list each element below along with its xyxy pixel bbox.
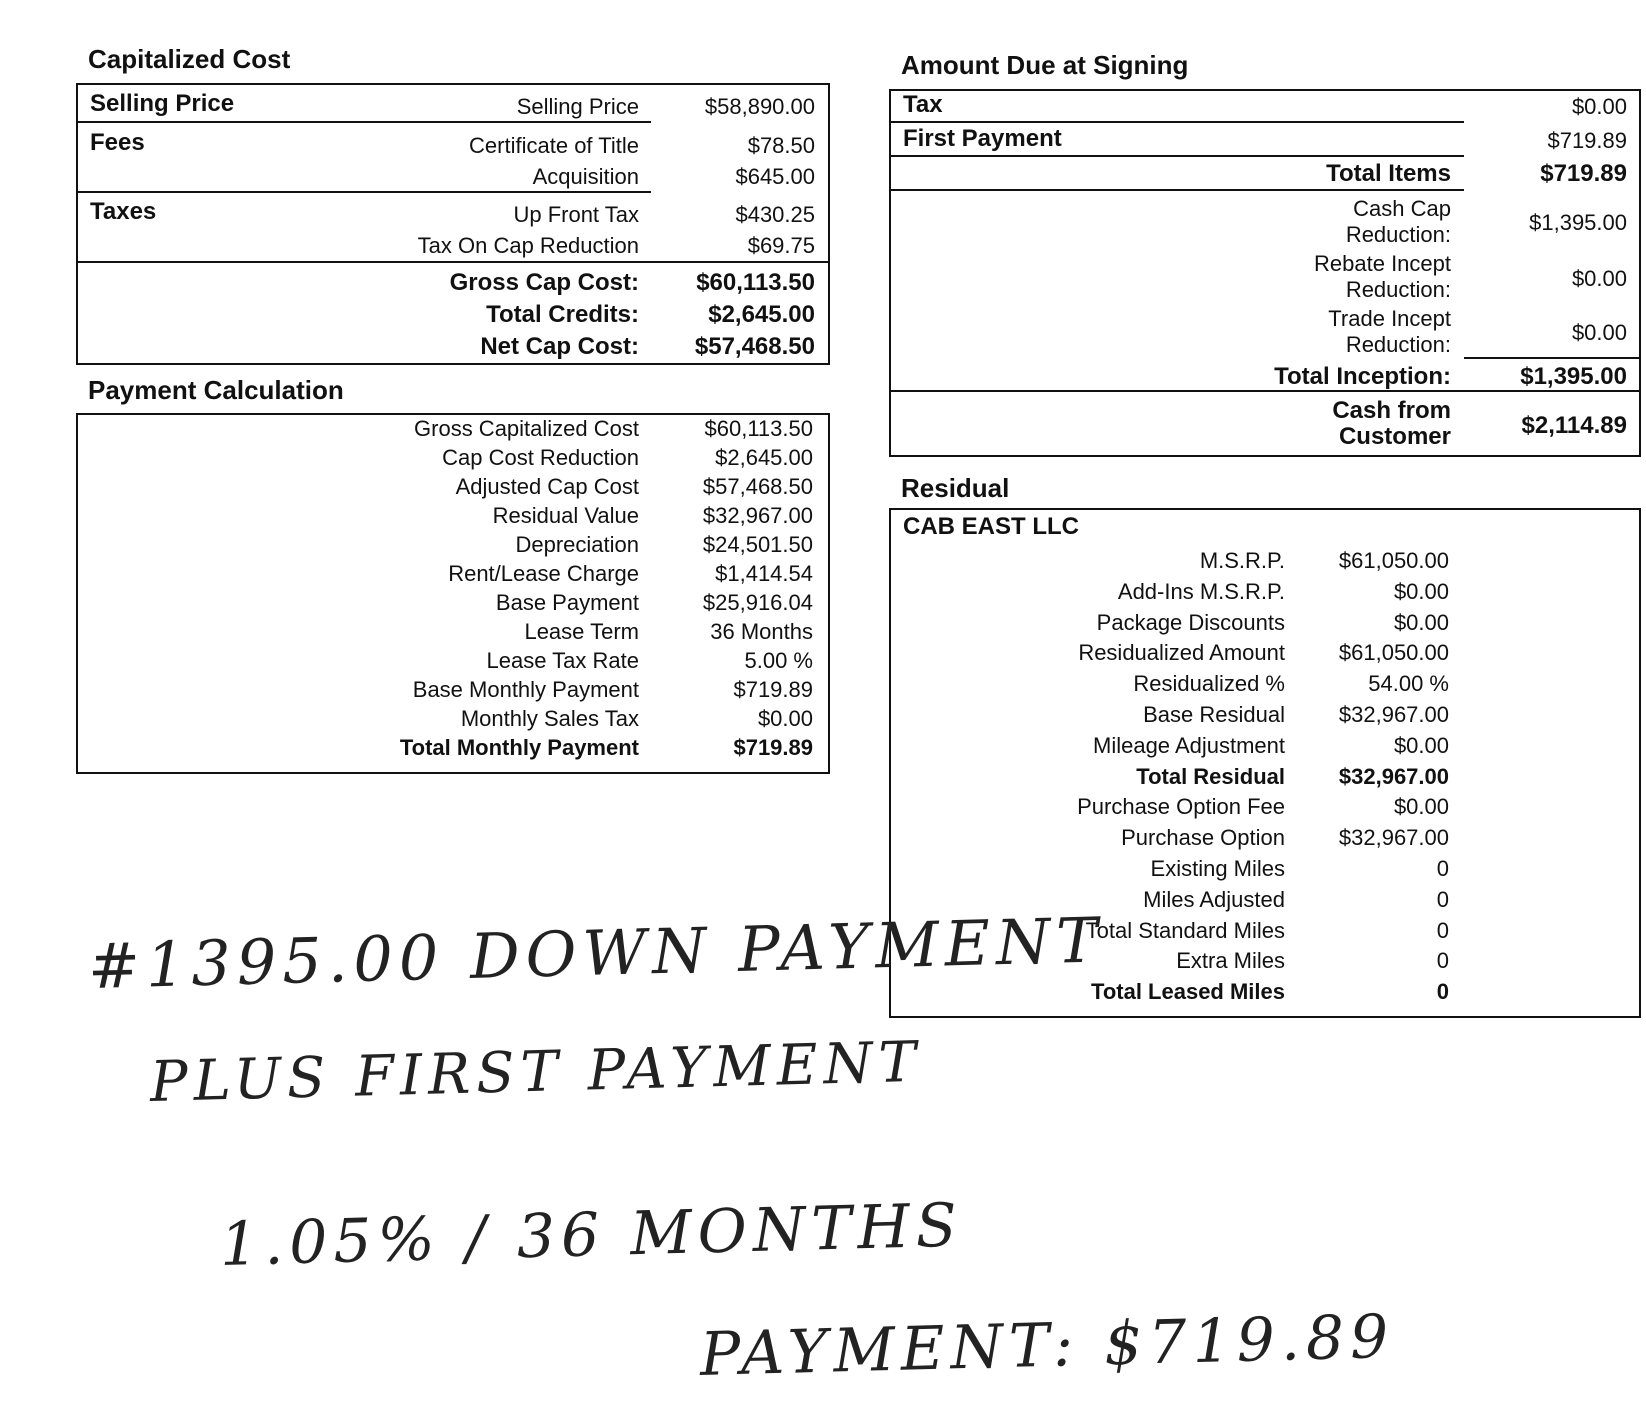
trade-incept-reduction-value: $0.00	[1571, 320, 1627, 345]
residual-row-label: Residualized Amount	[1078, 640, 1285, 666]
residual-row-label: Total Residual	[1136, 763, 1285, 789]
payment-row-value: 36 Months	[710, 619, 813, 644]
fees-section-label: Fees	[90, 129, 145, 156]
tax-label: Tax	[903, 91, 943, 118]
payment-row-label: Depreciation	[515, 532, 639, 557]
payment-row-value: $32,967.00	[702, 503, 813, 528]
first-payment-label: First Payment	[903, 125, 1062, 152]
payment-row-label: Rent/Lease Charge	[448, 561, 639, 586]
certificate-of-title-value: $78.50	[747, 133, 815, 158]
payment-row-value: $60,113.50	[704, 416, 813, 441]
residual-row-label: Purchase Option	[1121, 825, 1285, 851]
divider	[76, 121, 651, 123]
residual-row-label: Total Leased Miles	[1091, 979, 1285, 1005]
payment-row-value: 5.00 %	[744, 648, 813, 673]
residual-row-label: Total Standard Miles	[1085, 917, 1285, 943]
handwritten-note-payment: PAYMENT: $719.89	[699, 1301, 1396, 1390]
rebate-incept-reduction-label: Rebate Incept Reduction:	[1314, 251, 1451, 302]
cash-cap-reduction-value: $1,395.00	[1529, 210, 1627, 235]
residual-row-label: Residualized %	[1133, 671, 1285, 697]
selling-price-section-label: Selling Price	[90, 90, 235, 117]
capitalized-cost-title: Capitalized Cost	[88, 44, 291, 74]
trade-incept-reduction-label: Trade Incept Reduction:	[1328, 306, 1451, 357]
payment-row-label: Monthly Sales Tax	[460, 706, 639, 731]
selling-price-label: Selling Price	[516, 94, 639, 119]
residual-row-value: $0.00	[1393, 609, 1449, 635]
residual-row-value: 0	[1436, 948, 1449, 974]
residual-row-value: 0	[1436, 979, 1449, 1005]
cash-cap-reduction-label: Cash Cap Reduction:	[1345, 196, 1451, 247]
payment-row-label: Residual Value	[492, 503, 639, 528]
payment-row-label: Gross Capitalized Cost	[414, 416, 639, 441]
residual-row-value: $0.00	[1393, 578, 1449, 604]
taxes-section-label: Taxes	[90, 198, 157, 225]
payment-row-value: $719.89	[733, 677, 813, 702]
payment-row-value: $24,501.50	[702, 532, 813, 557]
payment-row-value: $0.00	[757, 706, 813, 731]
payment-calculation-title: Payment Calculation	[88, 375, 344, 405]
residual-row-label: Purchase Option Fee	[1077, 794, 1285, 820]
first-payment-value: $719.89	[1547, 128, 1627, 153]
divider	[889, 155, 1464, 157]
residual-row-value: $32,967.00	[1338, 702, 1449, 727]
selling-price-value: $58,890.00	[704, 94, 815, 119]
payment-row-value: $25,916.04	[702, 590, 813, 615]
residual-row-label: Extra Miles	[1176, 948, 1285, 974]
payment-row-label: Base Payment	[495, 590, 639, 615]
gross-cap-cost-label: Gross Cap Cost:	[449, 269, 639, 296]
residual-row-value: $0.00	[1393, 794, 1449, 820]
residual-row-value: 0	[1436, 856, 1449, 881]
residual-row-label: Package Discounts	[1096, 609, 1285, 635]
payment-row-value: $2,645.00	[715, 445, 813, 470]
payment-row-label: Lease Tax Rate	[486, 648, 639, 673]
divider	[889, 121, 1464, 123]
total-inception-label: Total Inception:	[1274, 363, 1451, 390]
residual-row-value: $61,050.00	[1338, 640, 1449, 666]
residual-title: Residual	[901, 473, 1010, 503]
payment-row-label: Lease Term	[524, 619, 639, 644]
amount-due-title: Amount Due at Signing	[901, 50, 1189, 80]
divider	[889, 189, 1464, 191]
residual-row-value: $0.00	[1393, 732, 1449, 758]
tax-value: $0.00	[1571, 94, 1627, 119]
rebate-incept-reduction-value: $0.00	[1571, 266, 1627, 291]
divider	[1464, 357, 1641, 359]
residual-row-value: $61,050.00	[1338, 548, 1449, 573]
net-cap-cost-label: Net Cap Cost:	[480, 333, 639, 360]
residual-row-value: $32,967.00	[1338, 763, 1449, 789]
payment-row-label: Adjusted Cap Cost	[455, 474, 639, 499]
total-items-value: $719.89	[1540, 160, 1627, 187]
handwritten-note-rate-term: 1.05% / 36 MONTHS	[219, 1190, 964, 1280]
residual-row-label: Base Residual	[1143, 702, 1285, 727]
payment-row-label: Cap Cost Reduction	[442, 445, 639, 470]
payment-row-value: $57,468.50	[702, 474, 813, 499]
residual-row-label: Miles Adjusted	[1143, 886, 1285, 912]
payment-row-value: $719.89	[733, 735, 813, 760]
certificate-of-title-label: Certificate of Title	[469, 133, 639, 158]
divider	[76, 261, 830, 263]
net-cap-cost-value: $57,468.50	[694, 333, 815, 360]
total-credits-value: $2,645.00	[708, 301, 815, 328]
acquisition-value: $645.00	[735, 164, 815, 189]
payment-row-label: Total Monthly Payment	[399, 735, 639, 760]
residual-row-label: M.S.R.P.	[1199, 548, 1285, 573]
residual-company: CAB EAST LLC	[903, 513, 1079, 540]
total-items-label: Total Items	[1326, 160, 1451, 187]
residual-row-label: Add-Ins M.S.R.P.	[1117, 578, 1285, 604]
payment-row-value: $1,414.54	[715, 561, 813, 586]
up-front-tax-value: $430.25	[735, 202, 815, 227]
tax-on-cap-reduction-label: Tax On Cap Reduction	[417, 233, 639, 258]
up-front-tax-label: Up Front Tax	[513, 202, 639, 227]
gross-cap-cost-value: $60,113.50	[696, 269, 815, 296]
residual-row-value: 54.00 %	[1368, 671, 1449, 697]
handwritten-note-down-payment: #1395.00 DOWN PAYMENT	[87, 903, 1105, 1003]
residual-row-value: 0	[1436, 886, 1449, 912]
handwritten-note-first-payment: PLUS FIRST PAYMENT	[149, 1029, 923, 1115]
residual-row-value: $32,967.00	[1338, 825, 1449, 851]
cash-from-customer-value: $2,114.89	[1521, 412, 1627, 439]
acquisition-label: Acquisition	[532, 164, 639, 189]
divider	[76, 191, 651, 193]
residual-row-label: Mileage Adjustment	[1093, 732, 1285, 758]
residual-row-value: 0	[1436, 917, 1449, 943]
cash-from-customer-label: Cash from Customer	[1332, 397, 1451, 450]
total-credits-label: Total Credits:	[486, 301, 639, 328]
payment-row-label: Base Monthly Payment	[412, 677, 639, 702]
total-inception-value: $1,395.00	[1520, 363, 1627, 390]
tax-on-cap-reduction-value: $69.75	[747, 233, 815, 258]
residual-row-label: Existing Miles	[1150, 856, 1285, 881]
